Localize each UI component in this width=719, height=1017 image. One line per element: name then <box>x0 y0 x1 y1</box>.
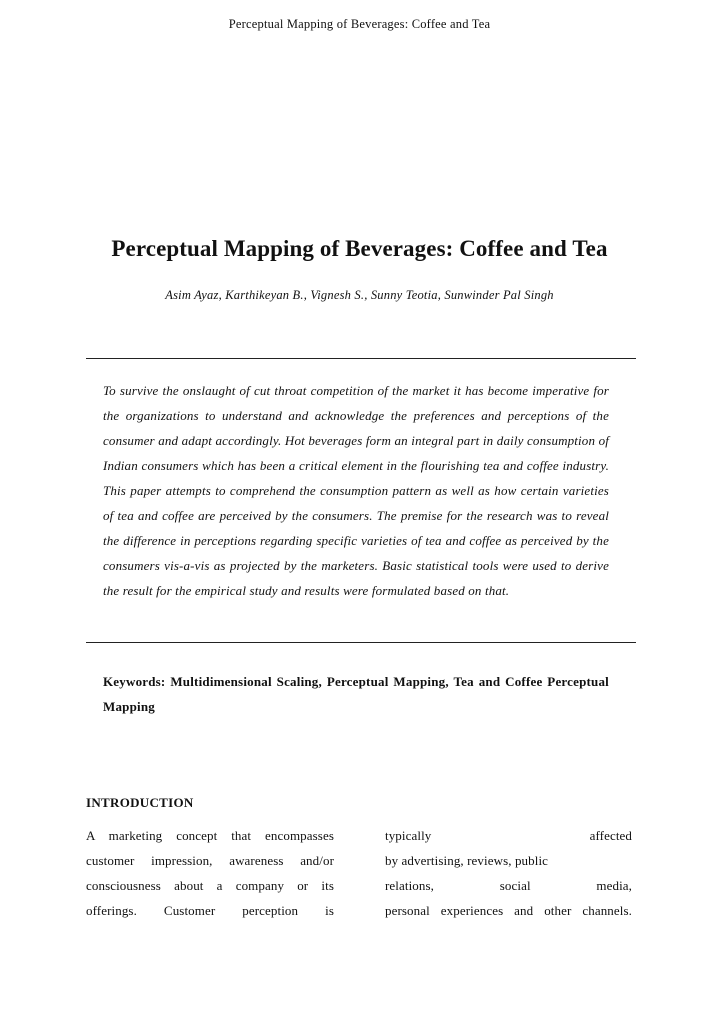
text-line: by advertising, reviews, public <box>385 853 549 868</box>
introduction-right-column <box>385 823 632 923</box>
text-line: personal experiences and other channels. <box>385 903 632 918</box>
paper-title: Perceptual Mapping of Beverages: Coffee and Tea <box>111 236 608 261</box>
abstract-text: To survive the onslaught of cut throat competition of the market it has become imperative for the organizations to understand and acknowledge the preferences and perceptions of the consumer and adapt accordingly. Hot beverages form an integral part in daily consumption of Indian consumers which has been a critical element in the flourishing tea and coffee industry. This paper attempts to comprehend the consumption pattern as well as how certain varieties of tea and coffee are perceived by the consumers. The premise for the research was to reveal the difference in perceptions regarding specific varieties of tea and coffee as perceived by the consumers vis-a-vis as projected by the marketers. Basic statistical tools were used to derive the result for the empirical study and results were formulated based on that. <box>103 383 609 598</box>
text-line: consciousness about a company or its <box>86 878 334 893</box>
keywords: Keywords: Multidimensional Scaling, Perceptual Mapping, Tea and Coffee Perceptual Mapping <box>103 674 609 714</box>
running-head: Perceptual Mapping of Beverages: Coffee and Tea <box>228 17 491 31</box>
text-line: relations, social media, <box>385 878 632 893</box>
text-line: A marketing concept that encompasses <box>86 828 334 843</box>
text-line: customer impression, awareness and/or <box>86 853 334 868</box>
author-list: Asim Ayaz, Karthikeyan B., Vignesh S., Sunny Teotia, Sunwinder Pal Singh <box>165 288 554 302</box>
text-line: offerings. Customer perception is <box>86 903 334 918</box>
introduction-left-column <box>86 823 334 923</box>
introduction-heading: INTRODUCTION <box>86 795 194 810</box>
abstract-top-rule <box>86 358 636 359</box>
text-line: typically affected <box>385 828 632 843</box>
abstract-bottom-rule <box>86 642 636 643</box>
